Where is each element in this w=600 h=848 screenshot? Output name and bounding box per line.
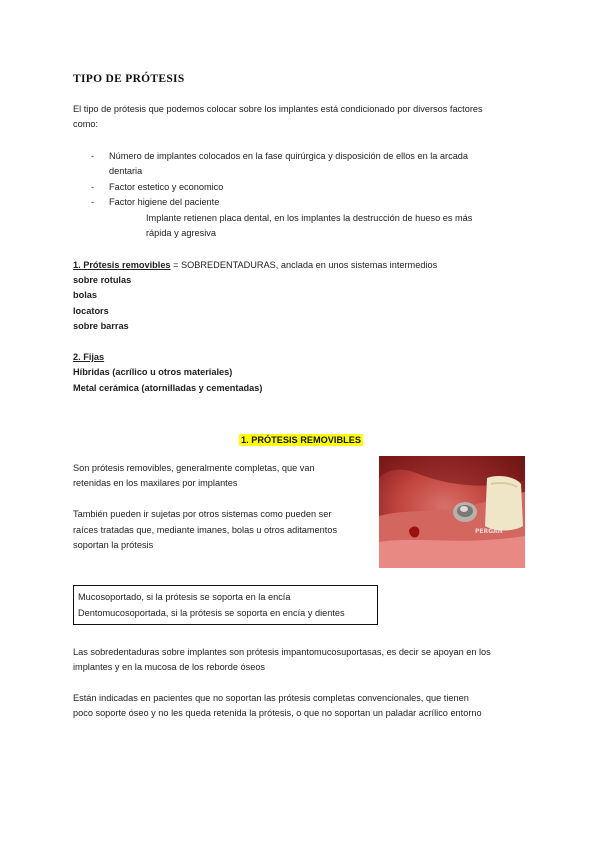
fixed-item-1: Híbridas (acrílico u otros materiales)	[73, 367, 233, 377]
intro-line-2: como:	[73, 119, 99, 129]
hygiene-note-line-2: rápida y agresiva	[146, 228, 216, 238]
dental-implant-illustration	[379, 456, 525, 568]
section-2-heading: 2. Fijas	[73, 352, 105, 362]
removable-item-2: bolas	[73, 290, 97, 300]
document-title: TIPO DE PRÓTESIS	[73, 73, 185, 85]
highlighted-heading: 1. PRÓTESIS REMOVIBLES	[241, 435, 361, 445]
para-1-line-1: Son prótesis removibles, generalmente completas, que van	[73, 463, 315, 473]
bullet-dash: -	[91, 182, 95, 192]
para-2-line-1: También pueden ir sujetas por otros sistemas como pueden ser	[73, 509, 332, 519]
factor-2: Factor estetico y economico	[109, 182, 224, 192]
section-1-heading-line	[73, 258, 437, 273]
factor-1-line-2: dentaria	[109, 166, 143, 176]
photo-watermark: PERGAN	[475, 528, 503, 535]
bullet-dash: -	[91, 151, 95, 161]
factor-3: Factor higiene del paciente	[109, 197, 220, 207]
para-3-line-2: implantes y en la mucosa de los reborde óseos	[73, 662, 266, 672]
highlighted-heading-wrap	[239, 430, 363, 448]
bullet-dash: -	[91, 197, 95, 207]
removable-item-4: sobre barras	[73, 321, 129, 331]
para-1-line-2: retenidas en los maxilares por implantes	[73, 478, 238, 488]
removable-item-1: sobre rotulas	[73, 275, 132, 285]
para-4-line-2: poco soporte óseo y no les queda retenida la prótesis, o que no soportan un paladar acrílico entorno	[73, 708, 482, 718]
factor-1-line-1: Número de implantes colocados en la fase quirúrgica y disposición de ellos en la arcada	[109, 151, 469, 161]
definition-1: Mucosoportado, si la prótesis se soporta en la encía	[78, 592, 291, 602]
fixed-item-2: Metal cerámica (atornilladas y cementadas)	[73, 383, 263, 393]
section-1-heading: 1. Prótesis removibles	[73, 260, 171, 270]
section-1-heading-rest: = SOBREDENTADURAS, anclada en unos sistemas intermedios	[170, 260, 438, 270]
intro-line-1: El tipo de prótesis que podemos colocar sobre los implantes está condicionado por diversos factores	[73, 104, 483, 114]
para-3-line-1: Las sobredentaduras sobre implantes son prótesis impantomucosuportasas, es decir se apoyan en los	[73, 647, 491, 657]
dental-implant-photo	[379, 456, 525, 568]
definition-2: Dentomucosoportada, si la prótesis se soporta en encía y dientes	[78, 608, 345, 618]
hygiene-note-line-1: Implante retienen placa dental, en los implantes la destrucción de hueso es más	[146, 213, 473, 223]
removable-item-3: locators	[73, 306, 109, 316]
para-2-line-2: raíces tratadas que, mediante imanes, bolas u otros aditamentos	[73, 525, 338, 535]
para-4-line-1: Están indicadas en pacientes que no soportan las prótesis completas convencionales, que tienen	[73, 693, 469, 703]
para-2-line-3: soportan la prótesis	[73, 540, 154, 550]
